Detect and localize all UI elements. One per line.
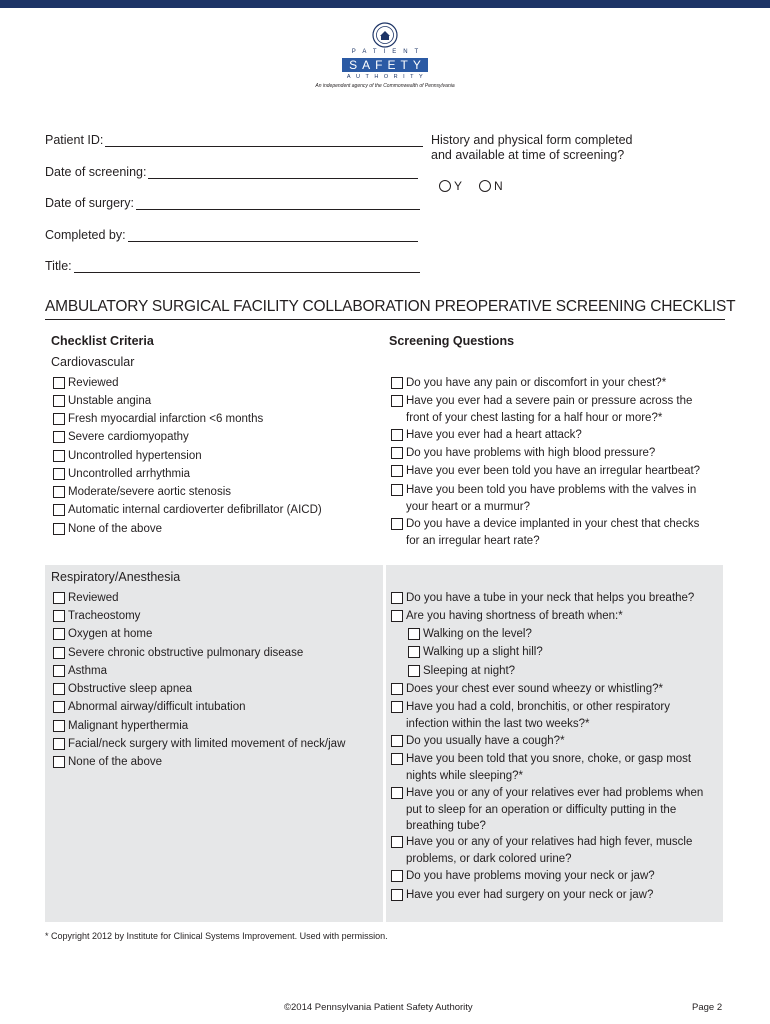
- checkbox[interactable]: [391, 787, 403, 799]
- history-line-1: History and physical form completed: [431, 133, 633, 147]
- item-text-line: put to sleep for an operation or difficulty putting in the: [406, 803, 677, 816]
- respiratory-criterion[interactable]: [53, 736, 345, 753]
- checkbox[interactable]: [53, 647, 65, 659]
- state-seal-icon: [372, 22, 398, 48]
- cardio-criterion[interactable]: [53, 393, 151, 410]
- respiratory-label: Respiratory/Anesthesia: [51, 570, 181, 584]
- cardio-question[interactable]: [391, 445, 655, 462]
- item-text-line: problems, or dark colored urine?: [406, 852, 572, 865]
- item-text-line: Have you ever had a heart attack?: [406, 429, 582, 441]
- history-yes-option[interactable]: [439, 179, 462, 193]
- respiratory-question-text: [406, 834, 692, 867]
- cardio-criterion[interactable]: [53, 375, 119, 392]
- item-text-line: Do you have a tube in your neck that helps you breathe?: [406, 592, 695, 604]
- checkbox[interactable]: [408, 628, 420, 640]
- respiratory-question[interactable]: [408, 626, 532, 643]
- title-field[interactable]: [45, 259, 420, 273]
- item-text-line: Walking on the level?: [423, 628, 532, 640]
- history-no-option[interactable]: [479, 179, 503, 193]
- item-text-line: Uncontrolled hypertension: [68, 450, 202, 462]
- respiratory-criterion[interactable]: [53, 699, 246, 716]
- cardio-criterion[interactable]: [53, 521, 162, 538]
- completed-by-label: Completed by:: [45, 228, 126, 242]
- cardio-question[interactable]: [391, 463, 700, 480]
- respiratory-criterion-text: [68, 590, 119, 607]
- checkbox[interactable]: [391, 753, 403, 765]
- date-screening-field[interactable]: [45, 165, 418, 179]
- item-text-line: None of the above: [68, 523, 162, 535]
- respiratory-criterion[interactable]: [53, 626, 152, 643]
- checkbox[interactable]: [53, 720, 65, 732]
- checkbox[interactable]: [391, 518, 403, 530]
- item-text-line: Have you or any of your relatives had high fever, muscle: [406, 836, 693, 848]
- checkbox[interactable]: [53, 665, 65, 677]
- respiratory-criterion[interactable]: [53, 645, 303, 662]
- title-label: Title:: [45, 259, 72, 273]
- item-text-line: Have you ever been told you have an irregular heartbeat?: [406, 465, 701, 477]
- item-text-line: Fresh myocardial infarction <6 months: [68, 413, 264, 425]
- patient-safety-authority-logo: [300, 22, 470, 94]
- respiratory-question-text: [406, 868, 655, 885]
- item-text-line: infection within the last two weeks?*: [406, 717, 590, 730]
- respiratory-criterion[interactable]: [53, 718, 188, 735]
- respiratory-question[interactable]: [391, 751, 691, 784]
- checkbox[interactable]: [53, 413, 65, 425]
- respiratory-criterion-text: [68, 645, 303, 662]
- checkbox[interactable]: [53, 523, 65, 535]
- checkbox[interactable]: [391, 735, 403, 747]
- logo-agency-text: An independent agency of the Commonwealth of Pennsylvania: [315, 83, 455, 89]
- title-line[interactable]: [74, 271, 420, 273]
- cardio-question-text: [406, 393, 692, 426]
- footer-copyright: ©2014 Pennsylvania Patient Safety Authority: [284, 1002, 473, 1013]
- item-text-line: Automatic internal cardioverter defibrillator (AICD): [68, 504, 322, 516]
- cardio-criterion-text: [68, 429, 189, 446]
- checkbox[interactable]: [53, 377, 65, 389]
- respiratory-question-text: [423, 644, 543, 661]
- page-number: Page 2: [692, 1002, 723, 1013]
- item-text-line: Unstable angina: [68, 395, 152, 407]
- item-text-line: Do you usually have a cough?*: [406, 735, 565, 747]
- item-text-line: Have you or any of your relatives ever had problems when: [406, 787, 704, 799]
- item-text-line: Are you having shortness of breath when:*: [406, 610, 623, 622]
- respiratory-question[interactable]: [391, 699, 670, 732]
- item-text-line: breathing tube?: [406, 820, 486, 832]
- checkbox[interactable]: [391, 683, 403, 695]
- cardio-criterion[interactable]: [53, 502, 322, 519]
- respiratory-criterion-text: [68, 608, 140, 625]
- cardio-criterion-text: [68, 502, 322, 519]
- cardio-question-text: [406, 375, 666, 392]
- completed-by-field[interactable]: [45, 228, 418, 242]
- respiratory-question-text: [406, 733, 565, 750]
- respiratory-criterion[interactable]: [53, 590, 119, 607]
- item-text-line: Uncontrolled arrhythmia: [68, 468, 191, 480]
- checkbox[interactable]: [391, 592, 403, 604]
- checkbox[interactable]: [53, 395, 65, 407]
- item-text-line: Have you been told you have problems with the valves in: [406, 484, 697, 496]
- respiratory-criterion[interactable]: [53, 663, 107, 680]
- cardio-criterion-text: [68, 448, 202, 465]
- respiratory-question[interactable]: [391, 590, 694, 607]
- completed-by-line[interactable]: [128, 240, 418, 242]
- respiratory-criterion[interactable]: [53, 754, 162, 771]
- checkbox[interactable]: [53, 738, 65, 750]
- respiratory-question-text: [406, 681, 663, 698]
- item-text-line: front of your chest lasting for a half hour or more?*: [406, 411, 663, 424]
- item-text-line: Severe chronic obstructive pulmonary disease: [68, 647, 304, 659]
- cardio-question[interactable]: [391, 427, 582, 444]
- date-surgery-field[interactable]: [45, 196, 420, 210]
- item-text-line: your heart or a murmur?: [406, 500, 530, 513]
- cardio-question-text: [406, 427, 582, 444]
- checkbox[interactable]: [391, 484, 403, 496]
- date-screening-label: Date of screening:: [45, 165, 147, 179]
- cardio-criterion[interactable]: [53, 484, 231, 501]
- checkbox[interactable]: [391, 870, 403, 882]
- item-text-line: Walking up a slight hill?: [423, 646, 543, 658]
- item-text-line: for an irregular heart rate?: [406, 534, 540, 547]
- respiratory-question-text: [423, 626, 532, 643]
- cardio-question[interactable]: [391, 393, 692, 426]
- checkbox[interactable]: [53, 468, 65, 480]
- history-line-2: and available at time of screening?: [431, 148, 625, 162]
- cardio-criterion[interactable]: [53, 466, 190, 483]
- cardio-criterion-text: [68, 484, 231, 501]
- item-text-line: Asthma: [68, 665, 107, 677]
- cardio-criterion-text: [68, 375, 119, 392]
- checkbox[interactable]: [53, 628, 65, 640]
- cardio-criterion[interactable]: [53, 429, 189, 446]
- respiratory-question-text: [406, 590, 694, 607]
- checkbox[interactable]: [391, 377, 403, 389]
- cardio-question-text: [406, 482, 696, 515]
- logo-safety-text: SAFETY: [342, 58, 428, 72]
- checkbox[interactable]: [53, 450, 65, 462]
- date-screening-line[interactable]: [148, 177, 418, 179]
- item-text-line: Have you ever had a severe pain or pressure across the: [406, 395, 693, 407]
- checkbox[interactable]: [391, 701, 403, 713]
- date-surgery-line[interactable]: [136, 208, 420, 210]
- cardio-criterion[interactable]: [53, 411, 263, 428]
- respiratory-criterion-text: [68, 699, 246, 716]
- respiratory-question-text: [406, 699, 670, 732]
- patient-id-field[interactable]: [45, 133, 423, 147]
- respiratory-question[interactable]: [391, 887, 653, 904]
- cardio-criterion-text: [68, 411, 263, 428]
- checkbox[interactable]: [53, 701, 65, 713]
- item-text-line: Have you had a cold, bronchitis, or other respiratory: [406, 701, 670, 713]
- cardio-criterion-text: [68, 393, 151, 410]
- cardio-question[interactable]: [391, 482, 696, 515]
- item-text-line: Do you have any pain or discomfort in your chest?*: [406, 377, 667, 389]
- cardio-criterion-text: [68, 466, 190, 483]
- copyright-footnote: * Copyright 2012 by Institute for Clinical Systems Improvement. Used with permission.: [45, 931, 388, 941]
- cardio-question-text: [406, 516, 699, 549]
- item-text-line: Malignant hyperthermia: [68, 720, 189, 732]
- checkbox[interactable]: [408, 646, 420, 658]
- respiratory-question[interactable]: [391, 608, 623, 625]
- checkbox[interactable]: [391, 465, 403, 477]
- logo-patient-text: PATIENT: [351, 49, 426, 55]
- respiratory-column-divider: [383, 565, 386, 922]
- item-text-line: Do you have problems moving your neck or jaw?: [406, 870, 655, 882]
- respiratory-question-text: [406, 887, 653, 904]
- respiratory-question[interactable]: [408, 644, 543, 661]
- respiratory-question[interactable]: [391, 733, 565, 750]
- cardio-criterion-text: [68, 521, 162, 538]
- respiratory-question[interactable]: [391, 868, 655, 885]
- cardiovascular-label: Cardiovascular: [51, 355, 135, 369]
- respiratory-question-text: [406, 608, 623, 625]
- item-text-line: Do you have problems with high blood pressure?: [406, 447, 656, 459]
- respiratory-question[interactable]: [391, 681, 663, 698]
- item-text-line: Have you ever had surgery on your neck or jaw?: [406, 889, 654, 901]
- item-text-line: Reviewed: [68, 592, 119, 604]
- no-radio[interactable]: [479, 180, 491, 192]
- item-text-line: nights while sleeping?*: [406, 769, 523, 782]
- checkbox[interactable]: [53, 610, 65, 622]
- date-surgery-label: Date of surgery:: [45, 196, 134, 210]
- item-text-line: Oxygen at home: [68, 628, 153, 640]
- item-text-line: Sleeping at night?: [423, 665, 516, 677]
- cardio-question[interactable]: [391, 516, 699, 549]
- item-text-line: Reviewed: [68, 377, 119, 389]
- item-text-line: Severe cardiomyopathy: [68, 431, 189, 443]
- title-divider: [45, 319, 725, 320]
- cardio-criterion[interactable]: [53, 448, 202, 465]
- item-text-line: Have you been told that you snore, choke, or gasp most: [406, 753, 692, 765]
- item-text-line: None of the above: [68, 756, 162, 768]
- checkbox[interactable]: [391, 610, 403, 622]
- item-text-line: Facial/neck surgery with limited movement of neck/jaw: [68, 738, 346, 750]
- respiratory-question-text: [406, 785, 703, 835]
- respiratory-question[interactable]: [408, 663, 515, 680]
- cardio-question[interactable]: [391, 375, 666, 392]
- checkbox[interactable]: [408, 665, 420, 677]
- checkbox[interactable]: [391, 395, 403, 407]
- respiratory-criterion-text: [68, 626, 152, 643]
- logo-authority-text: AUTHORITY: [346, 74, 429, 80]
- cardio-question-text: [406, 445, 655, 462]
- questions-header: Screening Questions: [389, 334, 515, 348]
- item-text-line: Moderate/severe aortic stenosis: [68, 486, 231, 498]
- respiratory-criterion[interactable]: [53, 681, 192, 698]
- history-physical-question: [431, 133, 691, 163]
- top-bar: [0, 0, 770, 8]
- checkbox[interactable]: [53, 504, 65, 516]
- cardio-question-text: [406, 463, 700, 480]
- checkbox[interactable]: [53, 683, 65, 695]
- respiratory-question-text: [423, 663, 515, 680]
- checkbox[interactable]: [53, 486, 65, 498]
- respiratory-criterion-text: [68, 681, 192, 698]
- checkbox[interactable]: [391, 889, 403, 901]
- respiratory-question-text: [406, 751, 691, 784]
- item-text-line: Abnormal airway/difficult intubation: [68, 701, 246, 713]
- patient-id-label: Patient ID:: [45, 133, 104, 147]
- item-text-line: Obstructive sleep apnea: [68, 683, 193, 695]
- item-text-line: Do you have a device implanted in your chest that checks: [406, 518, 700, 530]
- yes-label: Y: [454, 179, 463, 193]
- patient-id-line[interactable]: [105, 145, 423, 147]
- no-label: N: [494, 179, 503, 193]
- checklist-title: AMBULATORY SURGICAL FACILITY COLLABORATION PREOPERATIVE SCREENING CHECKLIST: [45, 298, 736, 315]
- yes-radio[interactable]: [439, 180, 451, 192]
- respiratory-criterion-text: [68, 736, 345, 753]
- respiratory-question[interactable]: [391, 785, 703, 835]
- checkbox[interactable]: [53, 756, 65, 768]
- checkbox[interactable]: [391, 836, 403, 848]
- item-text-line: Tracheostomy: [68, 610, 141, 622]
- checkbox[interactable]: [391, 429, 403, 441]
- checkbox[interactable]: [391, 447, 403, 459]
- criteria-header: Checklist Criteria: [51, 334, 154, 348]
- checkbox[interactable]: [53, 592, 65, 604]
- respiratory-criterion-text: [68, 754, 162, 771]
- respiratory-criterion[interactable]: [53, 608, 140, 625]
- respiratory-question[interactable]: [391, 834, 692, 867]
- item-text-line: Does your chest ever sound wheezy or whistling?*: [406, 683, 663, 695]
- respiratory-criterion-text: [68, 663, 107, 680]
- respiratory-criterion-text: [68, 718, 188, 735]
- checkbox[interactable]: [53, 431, 65, 443]
